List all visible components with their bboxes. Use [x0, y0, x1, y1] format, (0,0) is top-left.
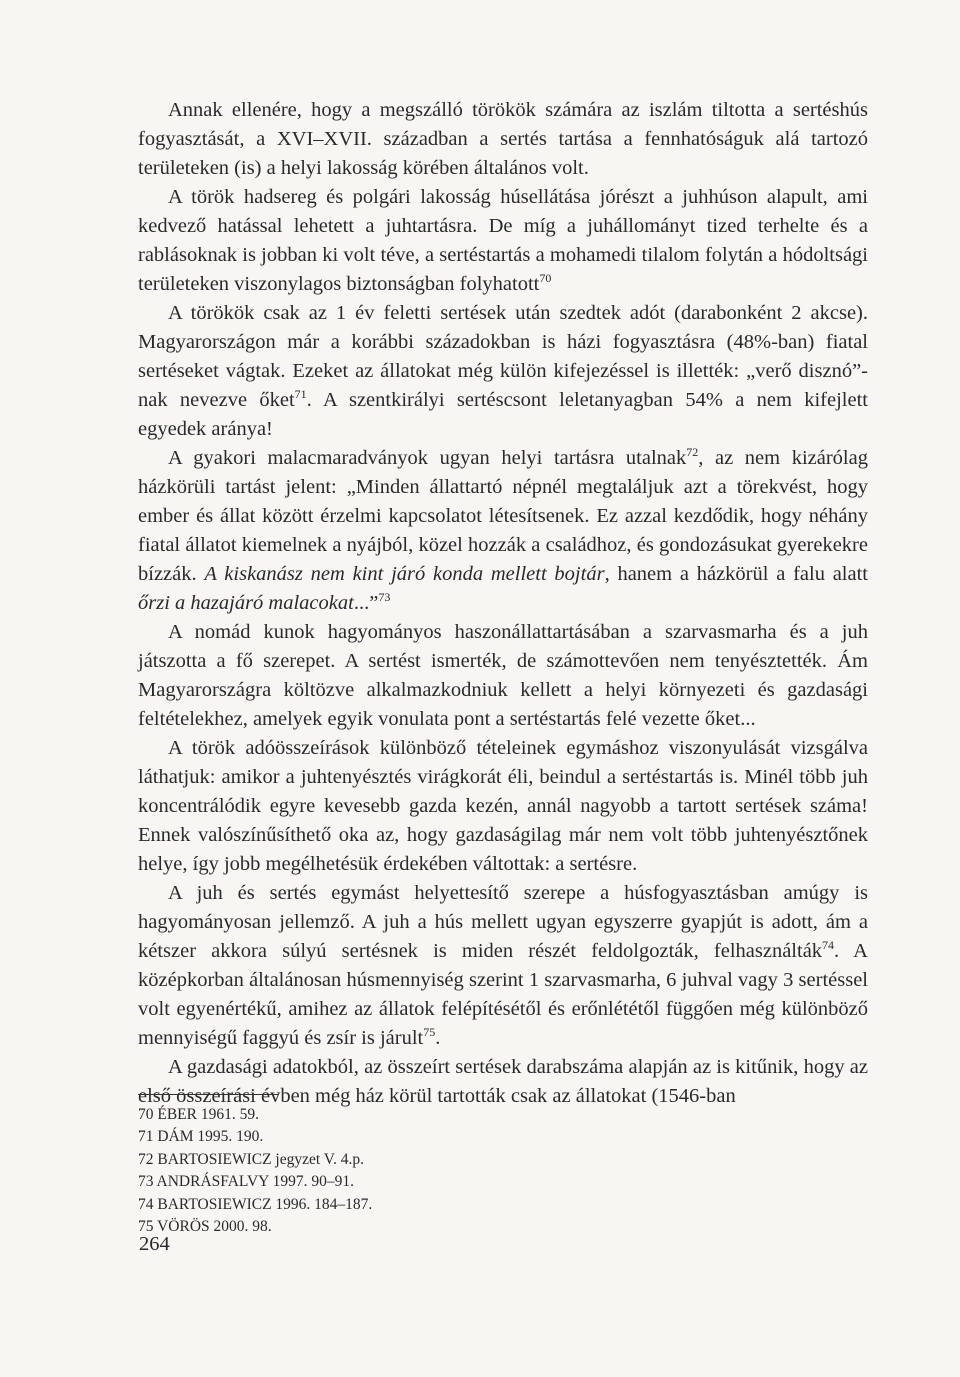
text-run: . — [435, 1027, 441, 1049]
footnote-ref: 72 — [686, 445, 699, 460]
footnote-ref: 74 — [822, 938, 835, 953]
text-run: A nomád kunok hagyományos haszonállattartásában a szarvasmarha és a juh játszotta a fő szerepet. A sertést ismerték, de számottevően nem tenyésztették. Ám Magyarországra költözve alkalmazkodniuk kellett a helyi környezeti és gazdasági feltételekhez, amelyek egyik vonulata pont a sertéstartás felé vezette őket... — [138, 621, 868, 730]
text-run: A török hadsereg és polgári lakosság húsellátása jórészt a juhhúson alapult, ami kedvező hatással lehetett a juhtartásra. De míg a juhállományt tized terhelte és a rablásoknak is jobban ki volt téve, a sertéstartás a mohamedi tilalom folytán a hódoltsági területeken viszonylagos biztonságban folyhatott — [138, 186, 868, 295]
text-run: A gazdasági adatokból, az összeírt sertések darabszáma alapján az is kitűnik, hogy az első összeírási évben még ház körül tartották csak az állatokat (1546-ban — [138, 1056, 868, 1107]
text-run: , az nem kizárólag házkörüli tartást jelent: „Minden állattartó népnél megtaláljuk azt a törekvést, hogy ember és állat között érzelmi kapcsolatot létesítsenek. Ez azzal kezdődik, hogy néhány fiatal állatot kiemelnek a nyájból, közel hozzák a családhoz, és gondozásukat gyerekekre bízzák. — [138, 447, 868, 585]
footnote-ref: 71 — [294, 387, 307, 402]
footnote-ref: 73 — [378, 590, 391, 605]
italic-quote: A kiskanász nem kint járó konda mellett bojtár — [204, 563, 605, 585]
footnote-ref: 75 — [423, 1025, 436, 1040]
text-run: ...” — [353, 592, 379, 614]
footnote-ref: 70 — [539, 271, 552, 286]
page-body — [138, 96, 868, 1111]
paragraph — [138, 444, 868, 618]
paragraph — [138, 96, 868, 183]
text-run: Annak ellenére, hogy a megszálló törökök számára az iszlám tiltotta a sertéshús fogyasztását, a XVI–XVII. században a sertés tartása a fennhatóságuk alá tartozó területeken (is) a helyi lakosság körében általános volt. — [138, 99, 868, 179]
italic-quote: őrzi a hazajáró malacokat — [138, 592, 354, 614]
footnotes — [138, 1104, 372, 1238]
paragraph — [138, 299, 868, 444]
text-run: . A középkorban általánosan húsmennyiség szerint 1 szarvasmarha, 6 juhval vagy 3 sertéssel volt egyenértékű, amihez az állatok felépítésétől és erőnlététől függően még különböző mennyiségű faggyú és zsír is járult — [138, 940, 868, 1049]
footnote-separator — [138, 1094, 278, 1095]
text-run: A törökök csak az 1 év feletti sertések után szedtek adót (darabonként 2 akcse). Magyarországon már a korábbi századokban is házi fogyasztásra (48%-ban) fiatal sertéseket vágtak. Ezeket az állatokat még külön kifejezéssel is illették: „verő disznó”-nak nevezve őket — [138, 302, 868, 411]
footnote-item: 70 ÉBER 1961. 59. — [138, 1106, 259, 1123]
page-number: 264 — [139, 1233, 170, 1255]
text-run: . A szentkirályi sertéscsont leletanyagban 54% a nem kifejlett egyedek aránya! — [138, 389, 868, 440]
paragraph — [138, 618, 868, 734]
text-run: A juh és sertés egymást helyettesítő szerepe a húsfogyasztásban amúgy is hagyományosan jellemző. A juh a hús mellett ugyan egyszerre gyapjút is adott, ám a kétszer akkora súlyú sertésnek is miden részét feldolgozták, felhasználták — [138, 882, 868, 962]
text-run: A gyakori malacmaradványok ugyan helyi tartásra utalnak — [168, 447, 687, 469]
footnote-item: 71 DÁM 1995. 190. — [138, 1128, 264, 1146]
paragraph — [138, 879, 868, 1053]
text-run: , hanem a házkörül a falu alatt — [604, 563, 868, 585]
paragraph — [138, 183, 868, 299]
footnote-item: 75 VÖRÖS 2000. 98. — [138, 1218, 272, 1236]
paragraph — [138, 1053, 868, 1111]
footnote-item: 74 BARTOSIEWICZ 1996. 184–187. — [138, 1195, 373, 1213]
text-run: A török adóösszeírások különböző tételeinek egymáshoz viszonyulását vizsgálva láthatjuk: amikor a juhtenyésztés virágkorát éli, beindul a sertéstartás is. Minél több juh koncentrálódik egyre kevesebb gazda kezén, annál nagyobb a tartott sertések száma! Ennek valószínűsíthető oka az, hogy gazdaságilag már nem volt több juhtenyésztőnek helye, így jobb megélhetésük érdekében váltottak: a sertésre. — [138, 737, 868, 875]
footnote-item: 72 BARTOSIEWICZ jegyzet V. 4.p. — [138, 1150, 364, 1168]
main-text — [138, 96, 868, 1111]
paragraph — [138, 734, 868, 879]
footnote-item: 73 ANDRÁSFALVY 1997. 90–91. — [138, 1173, 355, 1191]
